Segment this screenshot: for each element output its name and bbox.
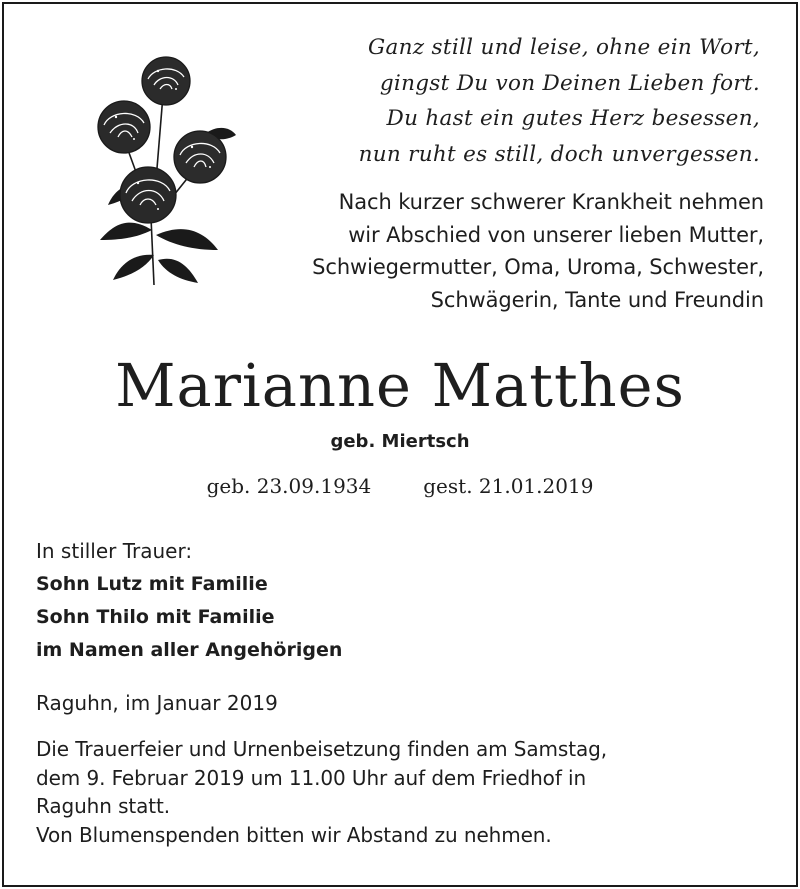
maiden-name: geb. Miertsch xyxy=(330,431,470,452)
birth-date: geb. 23.09.1934 xyxy=(206,474,372,498)
mourner-name: im Namen aller Angehörigen xyxy=(36,639,343,661)
intro-line: Schwägerin, Tante und Freundin xyxy=(430,287,764,312)
ceremony-line: dem 9. Februar 2019 um 11.00 Uhr auf dem Friedhof in xyxy=(36,765,587,790)
poem-line: Ganz still und leise, ohne ein Wort, xyxy=(368,35,760,60)
intro-line: Schwiegermutter, Oma, Uroma, Schwester, xyxy=(312,255,764,279)
poem-line: Du hast ein gutes Herz besessen, xyxy=(386,106,760,131)
mourners-block xyxy=(36,535,736,667)
ceremony-line: Von Blumenspenden bitten wir Abstand zu nehmen. xyxy=(36,822,552,847)
intro-text xyxy=(204,186,764,316)
ceremony-line: Die Trauerfeier und Urnenbeisetzung finden am Samstag, xyxy=(36,737,607,761)
place-date: Raguhn, im Januar 2019 xyxy=(36,691,278,715)
death-date: gest. 21.01.2019 xyxy=(423,474,594,498)
ceremony-line: Raguhn statt. xyxy=(36,794,171,818)
poem-line: nun ruht es still, doch unvergessen. xyxy=(358,141,760,167)
life-dates xyxy=(0,469,800,503)
poem-line: gingst Du von Deinen Lieben fort. xyxy=(379,70,760,96)
ceremony-info xyxy=(36,735,776,849)
deceased-name: Marianne Matthes xyxy=(115,351,685,420)
mourners-heading: In stiller Trauer: xyxy=(36,539,193,563)
poem xyxy=(260,30,760,172)
mourner-name: Sohn Thilo mit Familie xyxy=(36,606,275,628)
mourner-name: Sohn Lutz mit Familie xyxy=(36,573,268,595)
intro-line: wir Abschied von unserer lieben Mutter, xyxy=(348,222,764,247)
intro-line: Nach kurzer schwerer Krankheit nehmen xyxy=(338,190,764,214)
